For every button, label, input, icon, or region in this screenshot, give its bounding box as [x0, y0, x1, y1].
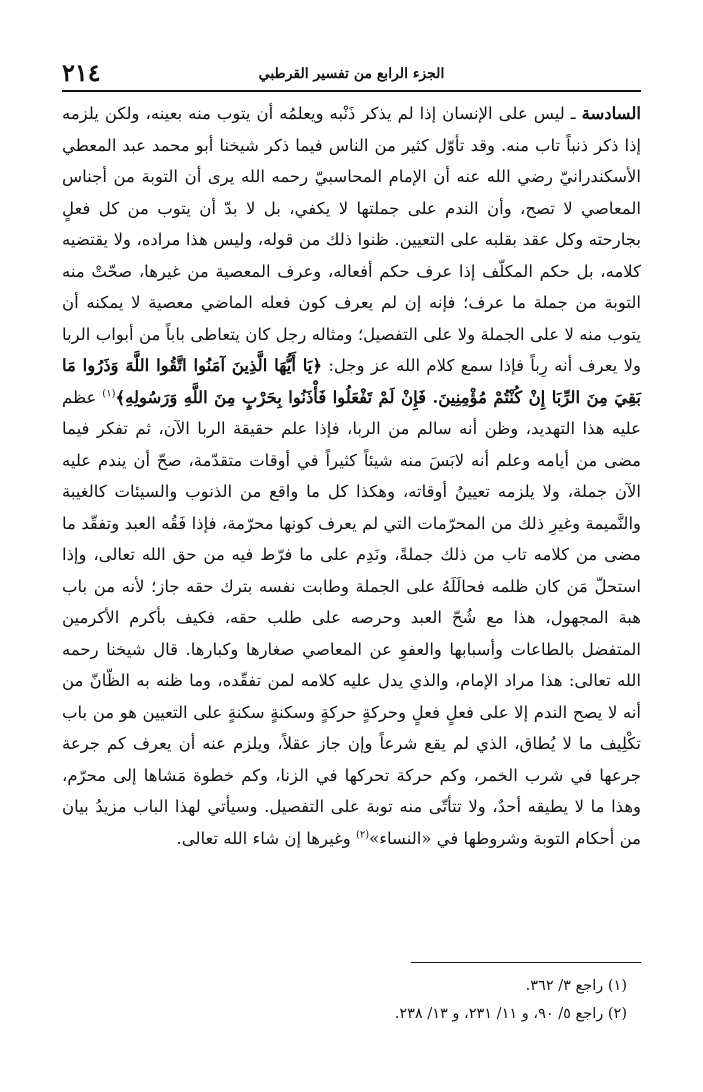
- footnote-1: (١) راجع ٣/ ٣٦٢.: [525, 978, 627, 994]
- paragraph-part-3: وغيرها إن شاء الله تعالى.: [176, 828, 356, 848]
- footnotes: [62, 972, 641, 1028]
- footnote-marker-1[interactable]: (١): [102, 388, 116, 399]
- footnote-2: (٢) راجع ٥/ ٩٠، و ١١/ ٢٣١، و ١٣/ ٢٣٨.: [394, 1006, 627, 1022]
- page-number: ٢١٤: [62, 58, 101, 87]
- main-text: [62, 98, 641, 854]
- footnote-marker-2[interactable]: (٢): [355, 829, 370, 840]
- page-header: [62, 56, 641, 92]
- footnote-divider: [411, 962, 641, 963]
- paragraph-part-2: عظم عليه هذا التهديد، وظن أنه سالم من الربا، فإذا علم حقيقة الربا الآن، ثم تفكر فيما مضى من أيامه وعلم أنه لابَسَ منه شيئاً كثيراً في أوقات متقدّمة، صحّ أن يندم عليه الآن جملة، ولا يلزمه تعيينُ أوقاته، وهكذا كل ما واقع من الذنوب والسيئات كالغيبة والنَّميمة وغيرِ ذلك من المحرّمات التي لم يعرف كونها محرّمة، فإذا فَقُه العبد وتفقّد ما مضى من كلامه تاب من ذلك جملةً، ونَدِم على ما فرّط فيه من حق الله تعالى، وإذا استحلّ مَن كان ظلمه فحالَلَهُ على الجملة وطابت نفسه بترك حقه جاز؛ لأنه من باب هبة المجهول، هذا مع شُحّ العبد وحرصه على طلب حقه، فكيف بأكرم الأكرمين المتفضل بالطاعات وأسبابها والعفوِ عن المعاصي صغارها وكبارها. قال شيخنا رحمه الله تعالى: هذا مراد الإمام، والذي يدل عليه كلامه لمن تفقّده، وما ظنه به الظّانّ من أنه لا يصح الندم إلا على فعلٍ فعلٍ وحركةٍ حركةٍ وسكنةٍ سكنةٍ على التعيين هو من باب تكْلِيف ما لا يُطاق، الذي لم يقع شرعاً وإن جاز عقلاً، ويلزم عنه أن يعرف كم جرعة جرعها في شرب الخمر، وكم حركة تحركها في الزنا، وكم خطوة مَشاها إلى محرّم، وهذا ما لا يطيقه أحدٌ، ولا تتأتّى منه توبة على التفصيل. وسيأتي لهذا الباب مزيدُ بيان من أحكام التوبة وشروطها في «النساء»: [62, 387, 641, 848]
- paragraph-part-1: ـ ليس على الإنسان إذا لم يذكر ذَنْبه ويعلمُه أن يتوب منه بعينه، ولكن يلزمه إذا ذكر ذنباً تاب منه. وقد تأوّل كثير من الناس فيما ذكر شيخنا أبو محمد عبد المعطي الأسكندرانيّ رضي الله عنه أن الإمام المحاسبيّ رحمه الله يرى أن التوبة من أجناس المعاصي لا تصح، وأن الندم على جملتها لا يكفي، بل لا بدّ أن يتوب من كل فعلٍ بجارحته وكل عقد بقلبه على التعيين. ظنوا ذلك من قوله، وليس هذا مراده، ولا يقتضيه كلامه، بل حكم المكلّف إذا عرف حكم أفعاله، وعرف المعصية من غيرها، صحّتْ منه التوبة من جملة ما عرف؛ فإنه إن لم يعرف كون فعله الماضي معصية لا يمكنه أن يتوب منه لا على الجملة ولا على التفصيل؛ ومثاله رجل كان يتعاطى باباً من أبواب الربا ولا يعرف أنه رِباً فإذا سمع كلام الله عز وجل:: [62, 104, 641, 375]
- running-title: الجزء الرابع من تفسير القرطبي: [258, 66, 445, 82]
- quran-verse: ﴿يَا أَيُّهَا الَّذِينَ آمَنُوا اتَّقُوا اللَّهَ وَذَرُوا مَا بَقِيَ مِنَ الرِّبَا إِنْ كُنْتُمْ مُؤْمِنِينَ. فَإِنْ لَمْ تَفْعَلُوا فَأْذَنُوا بِحَرْبٍ مِنَ اللَّهِ وَرَسُولِهِ﴾: [62, 356, 641, 407]
- section-lead: السادسة: [581, 104, 641, 123]
